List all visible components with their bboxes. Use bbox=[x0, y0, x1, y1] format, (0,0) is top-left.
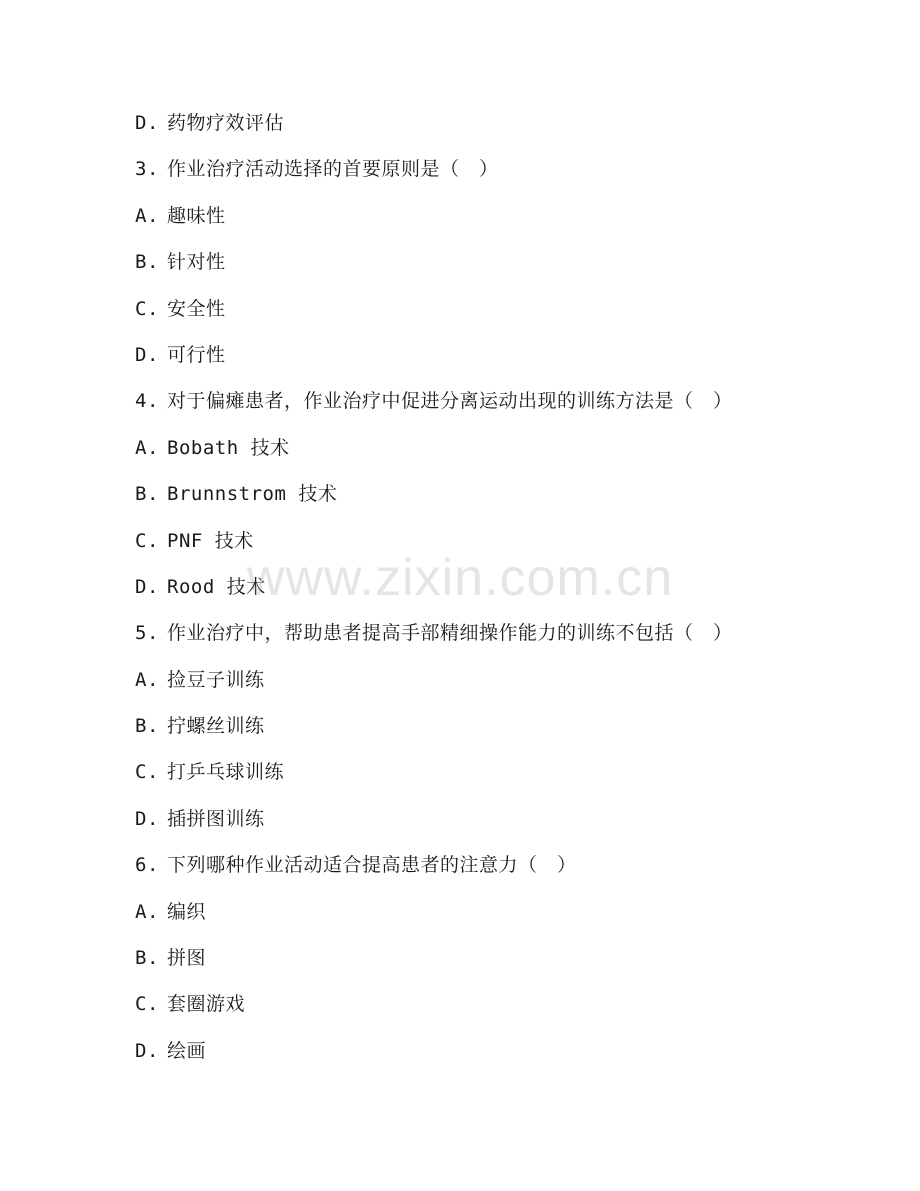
question-line bbox=[135, 385, 795, 431]
option-line bbox=[135, 246, 795, 292]
option-line bbox=[135, 200, 795, 246]
option-text: 套圈游戏 bbox=[167, 993, 246, 1016]
option-text: 插拼图训练 bbox=[167, 807, 265, 830]
option-marker: A. bbox=[135, 668, 159, 691]
option-line bbox=[135, 710, 795, 756]
option-line bbox=[135, 1035, 795, 1081]
question-text: 下列哪种作业活动适合提高患者的注意力（ ） bbox=[167, 854, 577, 877]
question-number: 5. bbox=[135, 622, 159, 645]
option-line bbox=[135, 942, 795, 988]
option-text: 拧螺丝训练 bbox=[167, 715, 265, 738]
option-marker: B. bbox=[135, 947, 159, 970]
option-text: Brunnstrom 技术 bbox=[167, 483, 338, 506]
option-line bbox=[135, 525, 795, 571]
option-marker: A. bbox=[135, 436, 159, 459]
question-text: 作业治疗活动选择的首要原则是（ ） bbox=[167, 158, 499, 181]
option-line bbox=[135, 293, 795, 339]
option-marker: A. bbox=[135, 900, 159, 923]
option-text: Bobath 技术 bbox=[167, 436, 290, 459]
option-text: 安全性 bbox=[167, 297, 226, 320]
option-marker: D. bbox=[135, 807, 159, 830]
question-line bbox=[135, 153, 795, 199]
option-text: 针对性 bbox=[167, 251, 226, 274]
option-marker: D. bbox=[135, 1039, 159, 1062]
option-line bbox=[135, 571, 795, 617]
question-line bbox=[135, 849, 795, 895]
option-marker: C. bbox=[135, 761, 159, 784]
question-number: 3. bbox=[135, 158, 159, 181]
question-number: 6. bbox=[135, 854, 159, 877]
option-marker: D. bbox=[135, 112, 159, 134]
option-marker: B. bbox=[135, 483, 159, 506]
option-line bbox=[135, 664, 795, 710]
option-marker: C. bbox=[135, 529, 159, 552]
option-marker: B. bbox=[135, 251, 159, 274]
option-text: 拼图 bbox=[167, 947, 207, 970]
question-line bbox=[135, 617, 795, 663]
question-number: 4. bbox=[135, 390, 159, 413]
option-marker: D. bbox=[135, 343, 159, 366]
option-line bbox=[135, 478, 795, 524]
option-marker: B. bbox=[135, 715, 159, 738]
option-line bbox=[135, 107, 795, 153]
option-marker: C. bbox=[135, 993, 159, 1016]
option-text: 药物疗效评估 bbox=[167, 112, 285, 134]
option-text: 打乒乓球训练 bbox=[167, 761, 285, 784]
option-text: 编织 bbox=[167, 900, 207, 923]
option-text: 可行性 bbox=[167, 343, 226, 366]
option-text: PNF 技术 bbox=[167, 529, 254, 552]
option-text: 捡豆子训练 bbox=[167, 668, 265, 691]
option-marker: C. bbox=[135, 297, 159, 320]
option-text: 趣味性 bbox=[167, 204, 226, 227]
option-line bbox=[135, 339, 795, 385]
option-line bbox=[135, 803, 795, 849]
question-text: 对于偏瘫患者，作业治疗中促进分离运动出现的训练方法是（ ） bbox=[167, 390, 733, 413]
option-text: Rood 技术 bbox=[167, 575, 266, 598]
option-line bbox=[135, 756, 795, 802]
option-marker: A. bbox=[135, 204, 159, 227]
option-marker: D. bbox=[135, 575, 159, 598]
option-line bbox=[135, 432, 795, 478]
option-line bbox=[135, 896, 795, 942]
question-text: 作业治疗中，帮助患者提高手部精细操作能力的训练不包括（ ） bbox=[167, 622, 733, 645]
question-list bbox=[135, 107, 795, 1081]
watermark: www.zixin.com.cn bbox=[246, 549, 674, 607]
option-text: 绘画 bbox=[167, 1039, 207, 1062]
option-line bbox=[135, 988, 795, 1034]
